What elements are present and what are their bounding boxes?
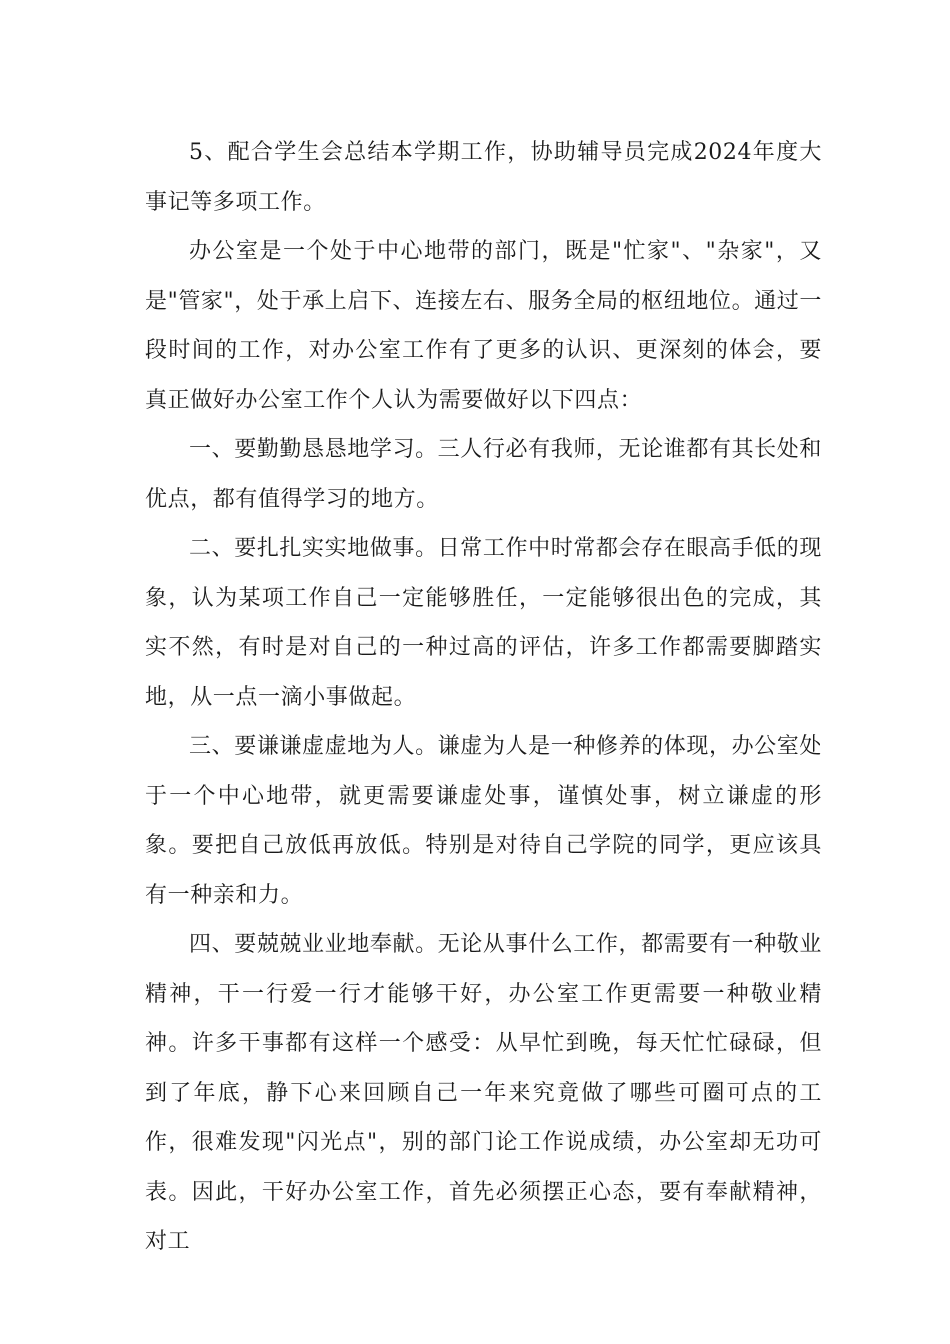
paragraph-point-two-work: 二、要扎扎实实地做事。日常工作中时常都会存在眼高手低的现象，认为某项工作自己一定能够胜任，一定能够很出色的完成，其实不然，有时是对自己的一种过高的评估，许多工作都需要脚踏实地，从一点一滴小事做起。 <box>145 536 822 710</box>
document-body <box>145 128 822 1267</box>
paragraph-point-three-humility: 三、要谦谦虚虚地为人。谦虚为人是一种修养的体现，办公室处于一个中心地带，就更需要谦虚处事，谨慎处事，树立谦虚的形象。要把自己放低再放低。特别是对待自己学院的同学，更应该具有一种亲和力。 <box>145 734 822 908</box>
paragraph-point-one-study: 一、要勤勤恳恳地学习。三人行必有我师，无论谁都有其长处和优点，都有值得学习的地方。 <box>145 437 822 512</box>
paragraph-point-four-dedication: 四、要兢兢业业地奉献。无论从事什么工作，都需要有一种敬业精神，干一行爱一行才能够干好，办公室工作更需要一种敬业精神。许多干事都有这样一个感受：从早忙到晚，每天忙忙碌碌，但到了年底，静下心来回顾自己一年来究竟做了哪些可圈可点的工作，很难发现"闪光点"，别的部门论工作说成绩，办公室却无功可表。因此，干好办公室工作，首先必须摆正心态，要有奉献精神，对工 <box>145 932 822 1254</box>
paragraph-office-role: 办公室是一个处于中心地带的部门，既是"忙家"、"杂家"，又是"管家"，处于承上启下、连接左右、服务全局的枢纽地位。通过一段时间的工作，对办公室工作有了更多的认识、更深刻的体会，要真正做好办公室工作个人认为需要做好以下四点： <box>145 239 822 413</box>
paragraph-summary-work: 5、配合学生会总结本学期工作，协助辅导员完成2024年度大事记等多项工作。 <box>145 140 822 215</box>
